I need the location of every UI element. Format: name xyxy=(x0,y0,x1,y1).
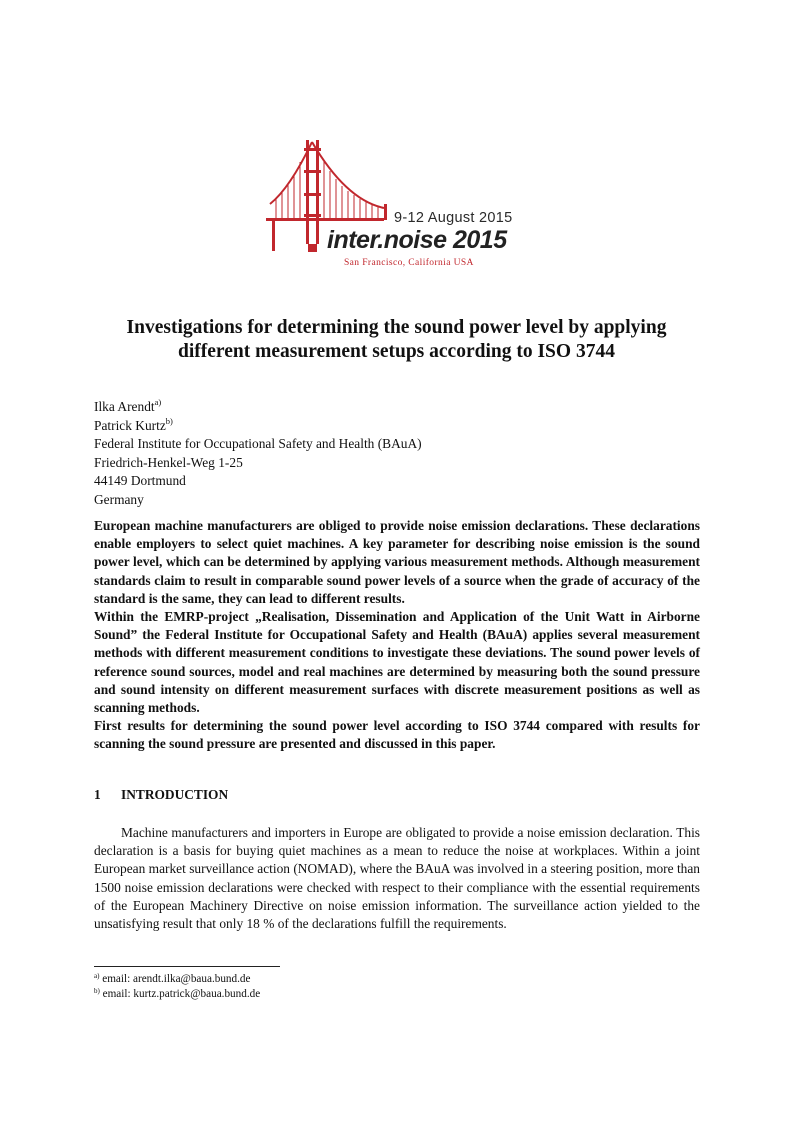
section-number: 1 xyxy=(94,787,101,802)
footnote-mark: b) xyxy=(94,986,100,995)
footnote-mark: b) xyxy=(165,415,173,426)
address-street: Friedrich-Henkel-Weg 1-25 xyxy=(94,454,243,470)
footnote xyxy=(94,987,260,1002)
abstract xyxy=(94,517,700,754)
author-block xyxy=(94,398,422,510)
title-line: Investigations for determining the sound power level by applying xyxy=(126,317,667,338)
footnotes xyxy=(94,972,260,1001)
author-name-text: Patrick Kurtz xyxy=(94,417,166,433)
abstract-paragraph: Within the EMRP-project „Realisation, Dissemination and Application of the Unit Watt in Airborne Sound” the Federal Institute for Occupational Safety and Health (BAuA) applies several measurement methods with different measurement conditions to investigate these deviations. The sound power levels of reference sound sources, model and real machines are determined by measuring both the sound pressure and sound intensity on different measurement surfaces with discrete measurement positions as well as scanning methods. xyxy=(94,609,700,716)
author-name xyxy=(94,417,422,436)
address-country: Germany xyxy=(94,491,144,507)
footnote-mark: a) xyxy=(154,397,162,407)
affiliation: Federal Institute for Occupational Safety and Health (BAuA) xyxy=(94,436,422,452)
author-name-text: Ilka Arendt xyxy=(94,399,155,414)
logo-city: San Francisco, California USA xyxy=(344,258,474,268)
section-heading xyxy=(94,787,228,803)
footnote xyxy=(94,972,260,987)
body-paragraph: Machine manufacturers and importers in Europe are obligated to provide a noise emission declaration. This declaration is a basis for buying quiet machines as a mean to reduce the noise at workplaces. Within a joint European market surveillance action (NOMAD), where the BAuA was involved in a steering position, more than 1500 noise emission declarations were checked with respect to their compliance with the essential requirements of the European Machinery Directive on noise emission information. The surveillance action yielded to the unsatisfying result that only 18 % of the declarations fulfill the requirements. xyxy=(94,825,700,932)
footnote-divider xyxy=(94,966,280,967)
abstract-paragraph: European machine manufacturers are obliged to provide noise emission declarations. These declarations enable employers to select quiet machines. A key parameter for describing noise emission is the sound power level, which can be determined by applying various measurement methods. Although measurement standards claim to result in comparable sound power levels of a source when the grade of accuracy of the standard is the same, they can lead to different results. xyxy=(94,518,700,606)
logo-date: 9-12 August 2015 xyxy=(394,210,513,226)
address-city: 44149 Dortmund xyxy=(94,473,186,489)
title-line: different measurement setups according to ISO 3744 xyxy=(178,341,615,362)
conference-logo xyxy=(266,138,536,274)
abstract-paragraph: First results for determining the sound power level according to ISO 3744 compared with results for scanning the sound pressure are presented and discussed in this paper. xyxy=(94,718,700,752)
paper-title xyxy=(80,316,713,364)
footnote-mark: a) xyxy=(94,972,100,980)
author-name xyxy=(94,398,422,417)
footnote-text: email: kurtz.patrick@baua.bund.de xyxy=(102,987,261,1000)
section-title: INTRODUCTION xyxy=(121,787,229,802)
logo-name: inter.noise 2015 xyxy=(327,226,507,254)
footnote-text: email: arendt.ilka@baua.bund.de xyxy=(102,973,251,985)
